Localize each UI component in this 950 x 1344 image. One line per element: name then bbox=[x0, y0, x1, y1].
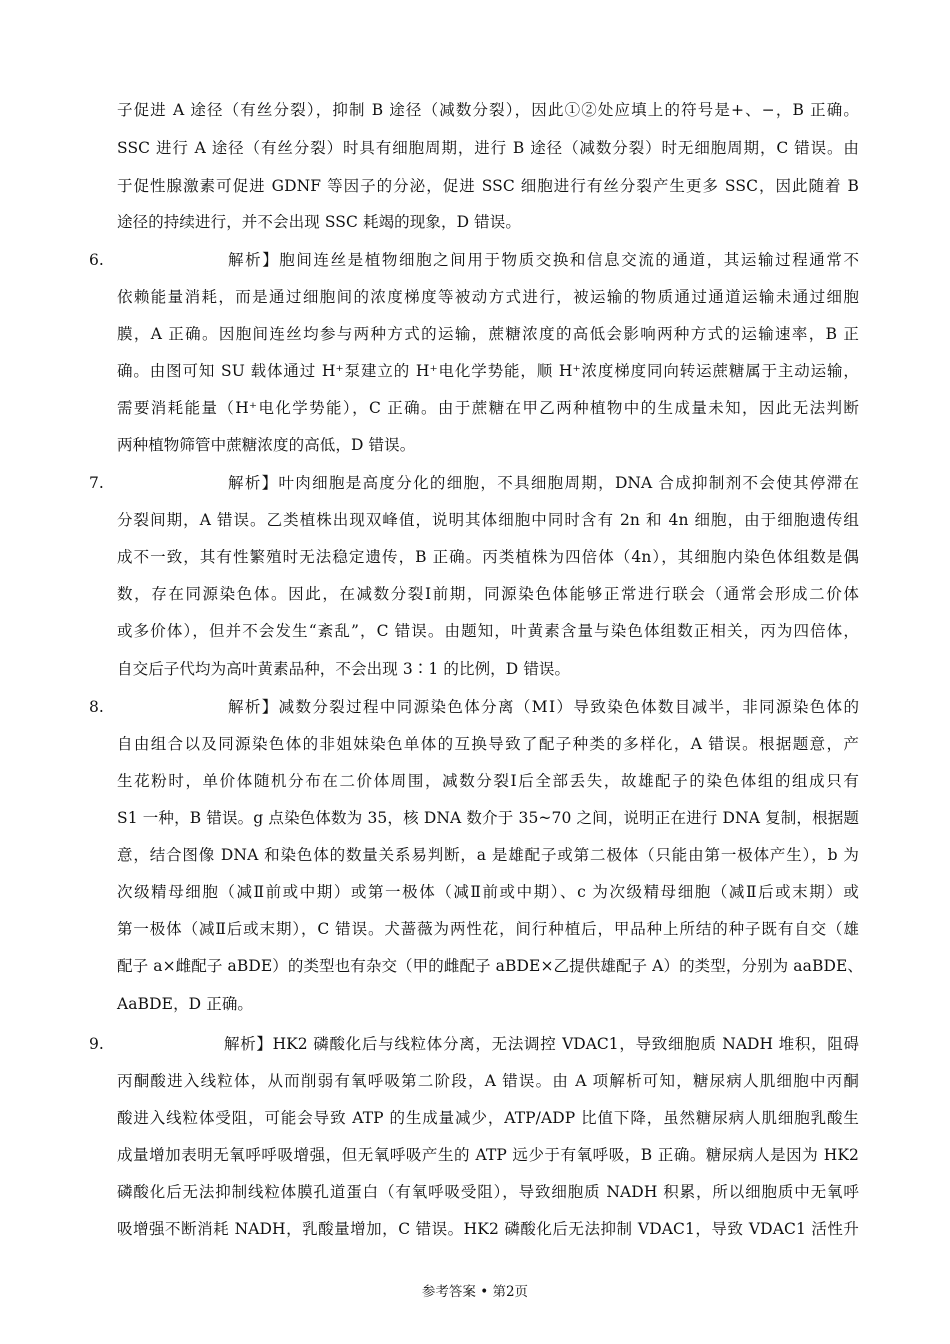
item-8-first-line: 解析】减数分裂过程中同源染色体分离（MⅠ）导致染色体数目减半，非同源染色体的 bbox=[228, 698, 859, 716]
item-8-line-6: 第一极体（减Ⅱ后或末期），C 错误。犬蔷薇为两性花，间行种植后，甲品种上所结的种子既有自交（雄 bbox=[117, 920, 859, 938]
item-7-line-1: 分裂间期，A 错误。乙类植株出现双峰值，说明其体细胞中同时含有 2n 和 4n 细胞，由于细胞遗传组 bbox=[117, 511, 859, 529]
intro-line-1: 子促进 A 途径（有丝分裂），抑制 B 途径（减数分裂），因此①②处应填上的符号是+、−，B 正确。 bbox=[117, 101, 859, 119]
item-9-number: 9. bbox=[89, 1035, 104, 1053]
page-footer: 参考答案 • 第2页 bbox=[421, 1284, 529, 1300]
item-7-line-5: 自交后子代均为高叶黄素品种，不会出现 3∶1 的比例，D 错误。 bbox=[117, 660, 571, 678]
item-8-line-5: 次级精母细胞（减Ⅱ前或中期）或第一极体（减Ⅱ前或中期）、c 为次级精母细胞（减Ⅱ后或末期）或 bbox=[117, 883, 859, 901]
item-6-line-1: 依赖能量消耗，而是通过细胞间的浓度梯度等被动方式进行，被运输的物质通过通道运输未通过细胞 bbox=[117, 288, 859, 306]
item-7-line-2: 成不一致，其有性繁殖时无法稳定遗传，B 正确。丙类植株为四倍体（4n），其细胞内染色体组数是偶 bbox=[117, 548, 859, 566]
item-8-line-4: 意，结合图像 DNA 和染色体的数量关系易判断，a 是雄配子或第二极体（只能由第一极体产生），b 为 bbox=[117, 846, 859, 864]
intro-line-3: 于促性腺激素可促进 GDNF 等因子的分泌，促进 SSC 细胞进行有丝分裂产生更多 SSC，因此随着 B bbox=[117, 177, 859, 195]
item-8-number: 8. bbox=[89, 698, 104, 716]
item-9-line-1: 丙酮酸进入线粒体，从而削弱有氧呼吸第二阶段，A 错误。由 A 项解析可知，糖尿病人肌细胞中丙酮 bbox=[117, 1072, 859, 1090]
item-7-line-3: 数，存在同源染色体。因此，在减数分裂Ⅰ前期，同源染色体能够正常进行联会（通常会形成二价体 bbox=[117, 585, 859, 603]
item-8-line-2: 生花粉时，单价体随机分布在二价体周围，减数分裂Ⅰ后全部丢失，故雄配子的染色体组的组成只有 bbox=[117, 772, 859, 790]
item-8-line-3: S1 一种，B 错误。g 点染色体数为 35，核 DNA 数介于 35~70 之间，说明正在进行 DNA 复制，根据题 bbox=[117, 809, 859, 827]
item-6-line-4: 需要消耗能量（H⁺电化学势能），C 正确。由于蔗糖在甲乙两种植物中的生成量未知，因此无法判断 bbox=[117, 399, 859, 417]
item-7-number: 7. bbox=[89, 474, 104, 492]
item-8-line-1: 自由组合以及同源染色体的非姐妹染色单体的互换导致了配子种类的多样化，A 错误。根据题意，产 bbox=[117, 735, 859, 753]
item-9-line-3: 成量增加表明无氧呼呼吸增强，但无氧呼吸产生的 ATP 远少于有氧呼吸，B 正确。糖尿病人是因为 HK2 bbox=[117, 1146, 859, 1164]
item-6-line-3: 确。由图可知 SU 载体通过 H⁺泵建立的 H⁺电化学势能，顺 H⁺浓度梯度同向转运蔗糖属于主动运输， bbox=[117, 362, 859, 380]
item-9-line-2: 酸进入线粒体受阻，可能会导致 ATP 的生成量减少，ATP/ADP 比值下降，虽然糖尿病人肌细胞乳酸生 bbox=[117, 1109, 859, 1127]
item-6-first-line: 解析】胞间连丝是植物细胞之间用于物质交换和信息交流的通道，其运输过程通常不 bbox=[228, 251, 859, 269]
item-7-first-line: 解析】叶肉细胞是高度分化的细胞，不具细胞周期，DNA 合成抑制剂不会使其停滞在 bbox=[228, 474, 859, 492]
item-6-line-5: 两种植物筛管中蔗糖浓度的高低，D 错误。 bbox=[117, 436, 416, 454]
item-8-line-7: 配子 a×雌配子 aBDE）的类型也有杂交（甲的雌配子 aBDE×乙提供雄配子 A）的类型，分别为 aaBDE、 bbox=[117, 957, 864, 975]
item-9-line-4: 磷酸化后无法抑制线粒体膜孔道蛋白（有氧呼吸受阻），导致细胞质 NADH 积累，所以细胞质中无氧呼 bbox=[117, 1183, 859, 1201]
item-8-line-8: AaBDE，D 正确。 bbox=[117, 995, 254, 1013]
item-6-line-2: 膜，A 正确。因胞间连丝均参与两种方式的运输，蔗糖浓度的高低会影响两种方式的运输速率，B 正 bbox=[117, 325, 859, 343]
item-9-line-5: 吸增强不断消耗 NADH，乳酸量增加，C 错误。HK2 磷酸化后无法抑制 VDAC1，导致 VDAC1 活性升 bbox=[117, 1220, 859, 1238]
intro-line-2: SSC 进行 A 途径（有丝分裂）时具有细胞周期，进行 B 途径（减数分裂）时无细胞周期，C 错误。由 bbox=[117, 139, 859, 157]
item-6-number: 6. bbox=[89, 251, 104, 269]
intro-line-4: 途径的持续进行，并不会出现 SSC 耗竭的现象，D 错误。 bbox=[117, 213, 521, 231]
item-9-first-line: 解析】HK2 磷酸化后与线粒体分离，无法调控 VDAC1，导致细胞质 NADH 堆积，阻碍 bbox=[224, 1035, 859, 1053]
item-7-line-4: 或多价体），但并不会发生“紊乱”，C 错误。由题知，叶黄素含量与染色体组数正相关，丙为四倍体， bbox=[117, 622, 859, 640]
